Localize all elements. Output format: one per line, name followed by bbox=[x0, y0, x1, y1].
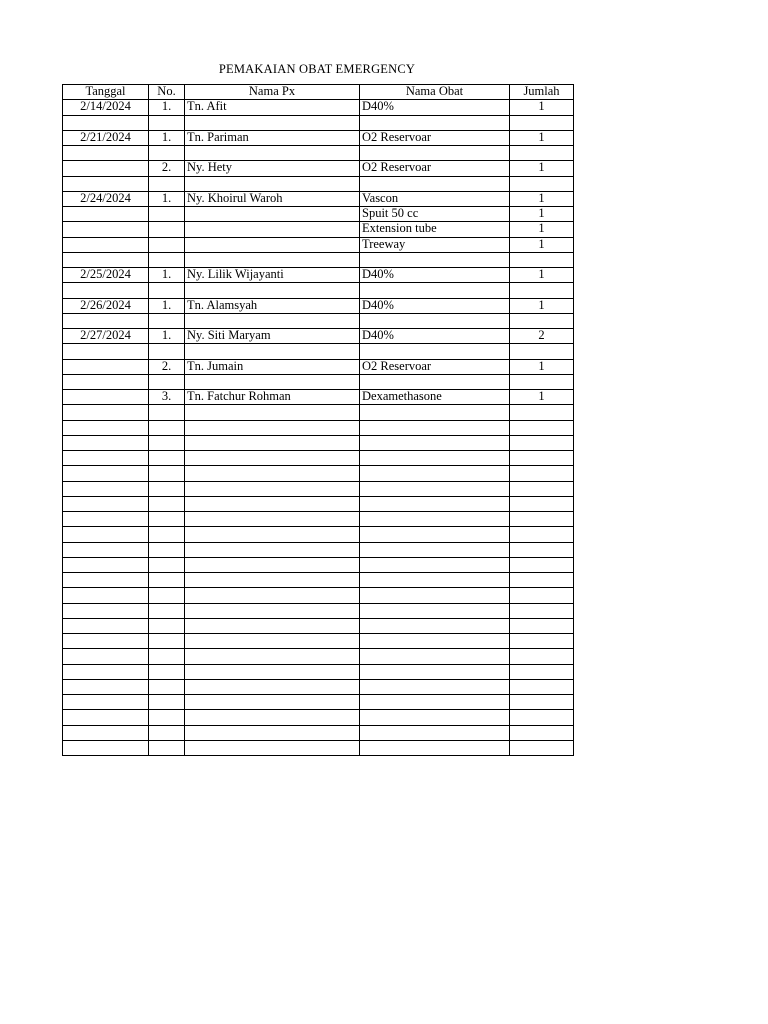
cell-nama-obat bbox=[360, 542, 510, 557]
cell-no bbox=[149, 252, 185, 267]
cell-tanggal bbox=[63, 344, 149, 359]
cell-no: 1. bbox=[149, 298, 185, 313]
table-body bbox=[63, 85, 574, 756]
cell-tanggal bbox=[63, 542, 149, 557]
table-row bbox=[63, 679, 574, 694]
cell-nama-px: Tn. Jumain bbox=[185, 359, 360, 374]
cell-tanggal bbox=[63, 725, 149, 740]
table-row bbox=[63, 542, 574, 557]
cell-nama-obat bbox=[360, 664, 510, 679]
cell-nama-px bbox=[185, 725, 360, 740]
cell-nama-px bbox=[185, 344, 360, 359]
cell-nama-px: Ny. Khoirul Waroh bbox=[185, 191, 360, 206]
cell-jumlah bbox=[510, 481, 574, 496]
cell-no: 1. bbox=[149, 268, 185, 283]
table-row bbox=[63, 573, 574, 588]
cell-nama-px bbox=[185, 405, 360, 420]
table-row bbox=[63, 481, 574, 496]
cell-no bbox=[149, 420, 185, 435]
cell-tanggal bbox=[63, 496, 149, 511]
cell-no: 1. bbox=[149, 329, 185, 344]
cell-jumlah: 1 bbox=[510, 100, 574, 115]
cell-tanggal bbox=[63, 557, 149, 572]
cell-nama-px bbox=[185, 634, 360, 649]
table-row bbox=[63, 268, 574, 283]
table-row bbox=[63, 298, 574, 313]
cell-jumlah: 1 bbox=[510, 237, 574, 252]
cell-nama-obat bbox=[360, 634, 510, 649]
cell-nama-px bbox=[185, 710, 360, 725]
cell-nama-obat bbox=[360, 481, 510, 496]
cell-nama-px bbox=[185, 527, 360, 542]
table-row bbox=[63, 146, 574, 161]
table-row bbox=[63, 527, 574, 542]
cell-jumlah bbox=[510, 634, 574, 649]
header-no: No. bbox=[149, 85, 185, 100]
cell-tanggal bbox=[63, 664, 149, 679]
cell-nama-obat bbox=[360, 115, 510, 130]
cell-nama-px: Tn. Afit bbox=[185, 100, 360, 115]
cell-jumlah bbox=[510, 405, 574, 420]
cell-nama-px bbox=[185, 420, 360, 435]
cell-no bbox=[149, 557, 185, 572]
cell-nama-px bbox=[185, 146, 360, 161]
cell-nama-obat: Spuit 50 cc bbox=[360, 207, 510, 222]
cell-jumlah: 1 bbox=[510, 207, 574, 222]
table-row bbox=[63, 313, 574, 328]
cell-tanggal bbox=[63, 374, 149, 389]
cell-tanggal bbox=[63, 649, 149, 664]
cell-no bbox=[149, 649, 185, 664]
cell-tanggal bbox=[63, 710, 149, 725]
cell-nama-obat bbox=[360, 420, 510, 435]
cell-no bbox=[149, 222, 185, 237]
cell-nama-obat: D40% bbox=[360, 329, 510, 344]
cell-nama-obat: Vascon bbox=[360, 191, 510, 206]
cell-nama-px bbox=[185, 207, 360, 222]
cell-tanggal bbox=[63, 420, 149, 435]
cell-nama-obat: Dexamethasone bbox=[360, 390, 510, 405]
table-row bbox=[63, 466, 574, 481]
cell-nama-obat bbox=[360, 252, 510, 267]
table-row bbox=[63, 740, 574, 755]
table-row bbox=[63, 222, 574, 237]
cell-no bbox=[149, 451, 185, 466]
cell-no bbox=[149, 405, 185, 420]
cell-nama-px bbox=[185, 618, 360, 633]
cell-jumlah bbox=[510, 420, 574, 435]
document-title: PEMAKAIAN OBAT EMERGENCY bbox=[218, 62, 416, 76]
cell-nama-px: Ny. Hety bbox=[185, 161, 360, 176]
cell-no bbox=[149, 207, 185, 222]
cell-nama-obat bbox=[360, 176, 510, 191]
cell-jumlah bbox=[510, 740, 574, 755]
cell-no bbox=[149, 695, 185, 710]
cell-tanggal bbox=[63, 161, 149, 176]
cell-no bbox=[149, 618, 185, 633]
cell-no bbox=[149, 374, 185, 389]
cell-tanggal bbox=[63, 588, 149, 603]
header-nama-px: Nama Px bbox=[185, 85, 360, 100]
cell-no bbox=[149, 146, 185, 161]
cell-tanggal bbox=[63, 313, 149, 328]
cell-no bbox=[149, 115, 185, 130]
table-row bbox=[63, 603, 574, 618]
cell-no bbox=[149, 283, 185, 298]
cell-nama-px bbox=[185, 695, 360, 710]
cell-nama-obat: D40% bbox=[360, 298, 510, 313]
cell-jumlah: 1 bbox=[510, 191, 574, 206]
cell-nama-px bbox=[185, 222, 360, 237]
table-row bbox=[63, 618, 574, 633]
cell-no bbox=[149, 512, 185, 527]
cell-nama-px bbox=[185, 313, 360, 328]
cell-no: 3. bbox=[149, 390, 185, 405]
cell-nama-obat bbox=[360, 496, 510, 511]
cell-no bbox=[149, 481, 185, 496]
cell-jumlah bbox=[510, 146, 574, 161]
cell-jumlah bbox=[510, 588, 574, 603]
cell-nama-obat bbox=[360, 313, 510, 328]
cell-no bbox=[149, 588, 185, 603]
cell-nama-obat bbox=[360, 618, 510, 633]
cell-nama-obat bbox=[360, 695, 510, 710]
cell-nama-px bbox=[185, 649, 360, 664]
cell-jumlah bbox=[510, 115, 574, 130]
cell-no bbox=[149, 435, 185, 450]
cell-nama-px bbox=[185, 115, 360, 130]
cell-nama-px: Tn. Fatchur Rohman bbox=[185, 390, 360, 405]
cell-nama-px bbox=[185, 374, 360, 389]
cell-jumlah: 1 bbox=[510, 268, 574, 283]
cell-no bbox=[149, 496, 185, 511]
cell-tanggal bbox=[63, 451, 149, 466]
table-row bbox=[63, 283, 574, 298]
cell-nama-obat bbox=[360, 573, 510, 588]
cell-jumlah bbox=[510, 695, 574, 710]
cell-jumlah bbox=[510, 466, 574, 481]
cell-no bbox=[149, 313, 185, 328]
cell-jumlah bbox=[510, 313, 574, 328]
cell-jumlah bbox=[510, 664, 574, 679]
cell-nama-px bbox=[185, 451, 360, 466]
table-row bbox=[63, 512, 574, 527]
cell-nama-obat bbox=[360, 435, 510, 450]
table-row bbox=[63, 649, 574, 664]
cell-no bbox=[149, 542, 185, 557]
cell-jumlah: 1 bbox=[510, 359, 574, 374]
cell-no bbox=[149, 573, 185, 588]
cell-no: 2. bbox=[149, 359, 185, 374]
cell-nama-obat bbox=[360, 557, 510, 572]
cell-nama-obat bbox=[360, 740, 510, 755]
cell-nama-obat bbox=[360, 405, 510, 420]
table-row bbox=[63, 176, 574, 191]
cell-no: 1. bbox=[149, 191, 185, 206]
cell-jumlah bbox=[510, 649, 574, 664]
cell-jumlah bbox=[510, 542, 574, 557]
cell-nama-obat bbox=[360, 283, 510, 298]
cell-tanggal bbox=[63, 466, 149, 481]
table-row bbox=[63, 557, 574, 572]
cell-tanggal bbox=[63, 405, 149, 420]
cell-nama-obat bbox=[360, 710, 510, 725]
cell-jumlah bbox=[510, 512, 574, 527]
table-row bbox=[63, 634, 574, 649]
cell-no bbox=[149, 679, 185, 694]
cell-nama-obat bbox=[360, 603, 510, 618]
cell-no bbox=[149, 725, 185, 740]
cell-no bbox=[149, 237, 185, 252]
cell-no bbox=[149, 527, 185, 542]
cell-nama-px bbox=[185, 252, 360, 267]
cell-tanggal: 2/21/2024 bbox=[63, 130, 149, 145]
cell-jumlah bbox=[510, 725, 574, 740]
cell-jumlah bbox=[510, 527, 574, 542]
cell-nama-px bbox=[185, 496, 360, 511]
cell-jumlah bbox=[510, 603, 574, 618]
table-row bbox=[63, 252, 574, 267]
table-row bbox=[63, 725, 574, 740]
cell-nama-px bbox=[185, 679, 360, 694]
cell-no bbox=[149, 176, 185, 191]
cell-nama-obat bbox=[360, 451, 510, 466]
cell-tanggal bbox=[63, 207, 149, 222]
cell-tanggal bbox=[63, 115, 149, 130]
table-row bbox=[63, 329, 574, 344]
cell-nama-px: Ny. Lilik Wijayanti bbox=[185, 268, 360, 283]
cell-nama-obat bbox=[360, 588, 510, 603]
cell-nama-obat bbox=[360, 679, 510, 694]
cell-jumlah: 1 bbox=[510, 161, 574, 176]
cell-nama-px bbox=[185, 557, 360, 572]
cell-no bbox=[149, 710, 185, 725]
cell-nama-px: Ny. Siti Maryam bbox=[185, 329, 360, 344]
table-row bbox=[63, 588, 574, 603]
cell-tanggal bbox=[63, 695, 149, 710]
cell-tanggal bbox=[63, 146, 149, 161]
table-row bbox=[63, 344, 574, 359]
cell-jumlah bbox=[510, 374, 574, 389]
cell-tanggal bbox=[63, 527, 149, 542]
cell-tanggal: 2/27/2024 bbox=[63, 329, 149, 344]
cell-jumlah bbox=[510, 496, 574, 511]
table-row bbox=[63, 100, 574, 115]
cell-tanggal: 2/14/2024 bbox=[63, 100, 149, 115]
table-row bbox=[63, 710, 574, 725]
cell-nama-px bbox=[185, 512, 360, 527]
cell-tanggal bbox=[63, 359, 149, 374]
cell-tanggal bbox=[63, 237, 149, 252]
cell-nama-obat: Extension tube bbox=[360, 222, 510, 237]
cell-tanggal bbox=[63, 390, 149, 405]
cell-tanggal bbox=[63, 740, 149, 755]
table-row bbox=[63, 695, 574, 710]
cell-jumlah bbox=[510, 573, 574, 588]
cell-no: 2. bbox=[149, 161, 185, 176]
cell-nama-obat: D40% bbox=[360, 268, 510, 283]
cell-tanggal bbox=[63, 603, 149, 618]
header-nama-obat: Nama Obat bbox=[360, 85, 510, 100]
cell-no bbox=[149, 740, 185, 755]
table-row bbox=[63, 130, 574, 145]
table-row bbox=[63, 664, 574, 679]
cell-tanggal bbox=[63, 634, 149, 649]
table-row bbox=[63, 451, 574, 466]
table-row bbox=[63, 435, 574, 450]
cell-no bbox=[149, 603, 185, 618]
cell-nama-obat: O2 Reservoar bbox=[360, 161, 510, 176]
table-row bbox=[63, 161, 574, 176]
cell-jumlah: 1 bbox=[510, 390, 574, 405]
emergency-medication-table bbox=[62, 84, 574, 756]
cell-nama-obat bbox=[360, 344, 510, 359]
cell-jumlah bbox=[510, 252, 574, 267]
cell-nama-px bbox=[185, 481, 360, 496]
table-row bbox=[63, 115, 574, 130]
cell-nama-obat bbox=[360, 649, 510, 664]
cell-tanggal: 2/25/2024 bbox=[63, 268, 149, 283]
cell-jumlah bbox=[510, 283, 574, 298]
table-row bbox=[63, 237, 574, 252]
cell-jumlah: 1 bbox=[510, 298, 574, 313]
cell-nama-px: Tn. Pariman bbox=[185, 130, 360, 145]
cell-nama-px bbox=[185, 542, 360, 557]
cell-nama-obat: O2 Reservoar bbox=[360, 130, 510, 145]
table-row bbox=[63, 496, 574, 511]
cell-nama-px bbox=[185, 176, 360, 191]
cell-no bbox=[149, 466, 185, 481]
cell-nama-obat bbox=[360, 512, 510, 527]
table-row bbox=[63, 191, 574, 206]
cell-nama-obat: Treeway bbox=[360, 237, 510, 252]
cell-no bbox=[149, 664, 185, 679]
cell-nama-px bbox=[185, 573, 360, 588]
cell-tanggal bbox=[63, 435, 149, 450]
cell-nama-obat: D40% bbox=[360, 100, 510, 115]
cell-nama-px bbox=[185, 435, 360, 450]
cell-nama-obat bbox=[360, 374, 510, 389]
cell-nama-obat: O2 Reservoar bbox=[360, 359, 510, 374]
cell-nama-px bbox=[185, 740, 360, 755]
cell-no bbox=[149, 634, 185, 649]
table-row bbox=[63, 207, 574, 222]
cell-tanggal bbox=[63, 252, 149, 267]
cell-tanggal bbox=[63, 283, 149, 298]
cell-nama-obat bbox=[360, 527, 510, 542]
table-row bbox=[63, 405, 574, 420]
cell-jumlah bbox=[510, 435, 574, 450]
cell-nama-obat bbox=[360, 146, 510, 161]
cell-jumlah bbox=[510, 679, 574, 694]
cell-tanggal bbox=[63, 481, 149, 496]
cell-jumlah: 2 bbox=[510, 329, 574, 344]
cell-jumlah bbox=[510, 176, 574, 191]
cell-no: 1. bbox=[149, 100, 185, 115]
cell-no bbox=[149, 344, 185, 359]
cell-jumlah: 1 bbox=[510, 130, 574, 145]
cell-nama-px bbox=[185, 237, 360, 252]
header-jumlah: Jumlah bbox=[510, 85, 574, 100]
cell-nama-obat bbox=[360, 466, 510, 481]
cell-nama-px bbox=[185, 588, 360, 603]
cell-tanggal: 2/26/2024 bbox=[63, 298, 149, 313]
cell-jumlah bbox=[510, 710, 574, 725]
cell-jumlah bbox=[510, 557, 574, 572]
cell-tanggal bbox=[63, 679, 149, 694]
cell-tanggal bbox=[63, 618, 149, 633]
cell-nama-px: Tn. Alamsyah bbox=[185, 298, 360, 313]
cell-tanggal bbox=[63, 573, 149, 588]
cell-nama-px bbox=[185, 603, 360, 618]
table-row bbox=[63, 390, 574, 405]
cell-tanggal: 2/24/2024 bbox=[63, 191, 149, 206]
table-row bbox=[63, 420, 574, 435]
header-tanggal: Tanggal bbox=[63, 85, 149, 100]
table-row bbox=[63, 374, 574, 389]
cell-nama-px bbox=[185, 283, 360, 298]
cell-tanggal bbox=[63, 222, 149, 237]
cell-tanggal bbox=[63, 512, 149, 527]
cell-tanggal bbox=[63, 176, 149, 191]
cell-nama-px bbox=[185, 664, 360, 679]
cell-nama-px bbox=[185, 466, 360, 481]
cell-no: 1. bbox=[149, 130, 185, 145]
cell-jumlah: 1 bbox=[510, 222, 574, 237]
table-row bbox=[63, 359, 574, 374]
cell-nama-obat bbox=[360, 725, 510, 740]
cell-jumlah bbox=[510, 618, 574, 633]
cell-jumlah bbox=[510, 344, 574, 359]
table-header-row bbox=[63, 85, 574, 100]
cell-jumlah bbox=[510, 451, 574, 466]
